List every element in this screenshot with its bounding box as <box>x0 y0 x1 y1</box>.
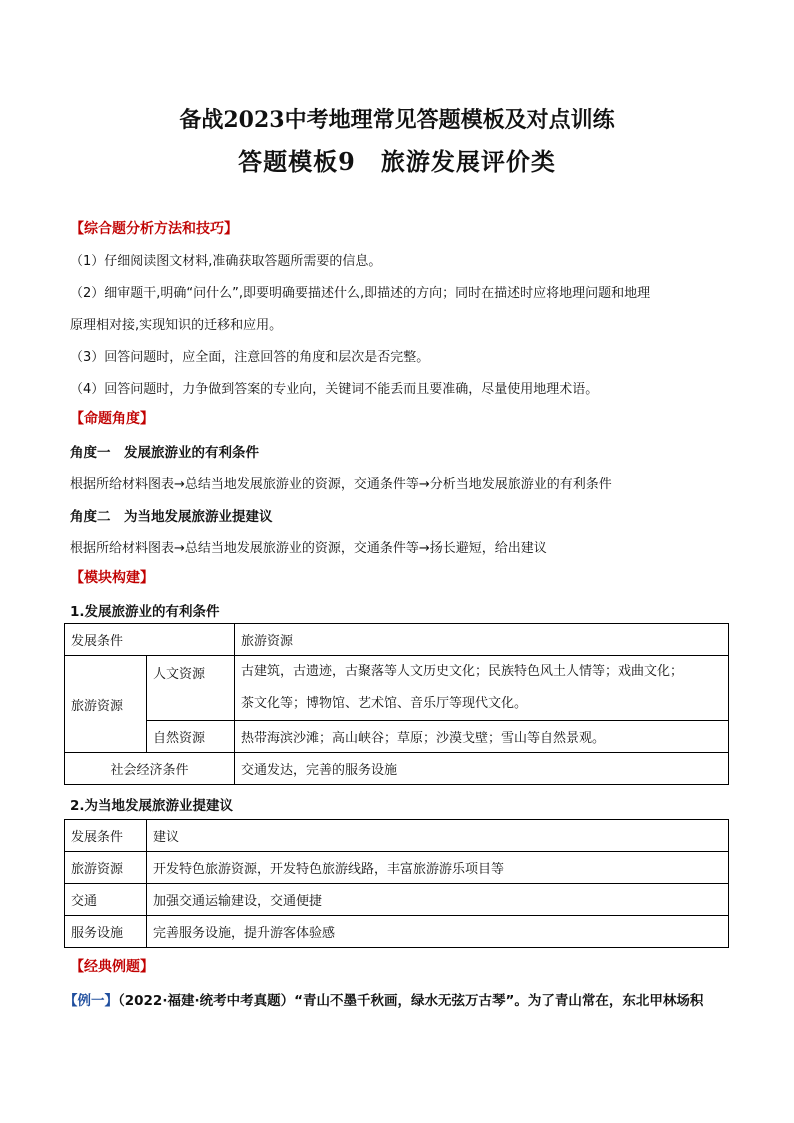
angle-1-text: 根据所给材料图表→总结当地发展旅游业的资源，交通条件等→分析当地发展旅游业的有利条件 <box>70 477 612 492</box>
example-heading: 【经典例题】 <box>70 959 154 975</box>
header-cell: 发展条件 <box>65 820 147 852</box>
table-row <box>65 884 729 916</box>
method-item-1: （1）仔细阅读图文材料,准确获取答题所需要的信息。 <box>70 254 382 269</box>
angle-1-title: 角度一 发展旅游业的有利条件 <box>70 445 259 461</box>
header-cell: 旅游资源 <box>235 624 729 656</box>
example-text: （2022·福建·统考中考真题）“青山不墨千秋画，绿水无弦万古琴”。为了青山常在，东北甲林场积 <box>118 993 704 1009</box>
example-tag: 【例一】 <box>64 993 118 1009</box>
row-text: 交通发达，完善的服务设施 <box>235 753 729 785</box>
row-text: 开发特色旅游资源，开发特色旅游线路，丰富旅游游乐项目等 <box>147 852 729 884</box>
angle-heading: 【命题角度】 <box>70 411 154 427</box>
document-title: 备战2023中考地理常见答题模板及对点训练 <box>179 107 615 133</box>
table-row <box>65 721 729 753</box>
row-label: 社会经济条件 <box>65 753 235 785</box>
row-label: 交通 <box>65 884 147 916</box>
template-title: 答题模板9 旅游发展评价类 <box>238 147 556 176</box>
method-item-2-cont: 原理相对接,实现知识的迁移和应用。 <box>70 318 283 333</box>
row-text: 完善服务设施，提升游客体验感 <box>147 916 729 948</box>
table-row <box>65 852 729 884</box>
table-row <box>65 916 729 948</box>
row-label: 旅游资源 <box>65 852 147 884</box>
header-cell: 建议 <box>147 820 729 852</box>
angle-2-title: 角度二 为当地发展旅游业提建议 <box>70 509 273 525</box>
row-text: 热带海滨沙滩；高山峡谷；草原；沙漠戈壁；雪山等自然景观。 <box>235 721 729 753</box>
method-item-2: （2）细审题干,明确“问什么”,即要明确要描述什么,即描述的方向；同时在描述时应将地理问题和地理 <box>70 286 651 301</box>
header-cell: 发展条件 <box>65 624 235 656</box>
row-text: 加强交通运输建设，交通便捷 <box>147 884 729 916</box>
row-label: 自然资源 <box>147 721 235 753</box>
table-header-row <box>65 820 729 852</box>
table-row <box>65 753 729 785</box>
table-2-title: 2.为当地发展旅游业提建议 <box>70 798 234 814</box>
row-label: 服务设施 <box>65 916 147 948</box>
row-group-label: 旅游资源 <box>65 656 147 753</box>
method-heading: 【综合题分析方法和技巧】 <box>70 221 238 237</box>
table-row <box>65 656 729 721</box>
favorable-conditions-table <box>64 623 729 785</box>
method-item-4: （4）回答问题时，力争做到答案的专业向，关键词不能丢而且要准确，尽量使用地理术语。 <box>70 382 599 397</box>
row-label: 人文资源 <box>147 656 235 721</box>
module-heading: 【模块构建】 <box>70 570 154 586</box>
method-item-3: （3）回答问题时，应全面，注意回答的角度和层次是否完整。 <box>70 350 430 365</box>
table-header-row <box>65 624 729 656</box>
suggestions-table <box>64 819 729 948</box>
example-1 <box>64 989 703 1009</box>
angle-2-text: 根据所给材料图表→总结当地发展旅游业的资源，交通条件等→扬长避短，给出建议 <box>70 541 547 556</box>
table-1-title: 1.发展旅游业的有利条件 <box>70 604 220 620</box>
row-text: 古建筑，古遗迹，古聚落等人文历史文化；民族特色风土人情等；戏曲文化； 茶文化等；博物馆、艺术馆、音乐厅等现代文化。 <box>235 656 729 721</box>
